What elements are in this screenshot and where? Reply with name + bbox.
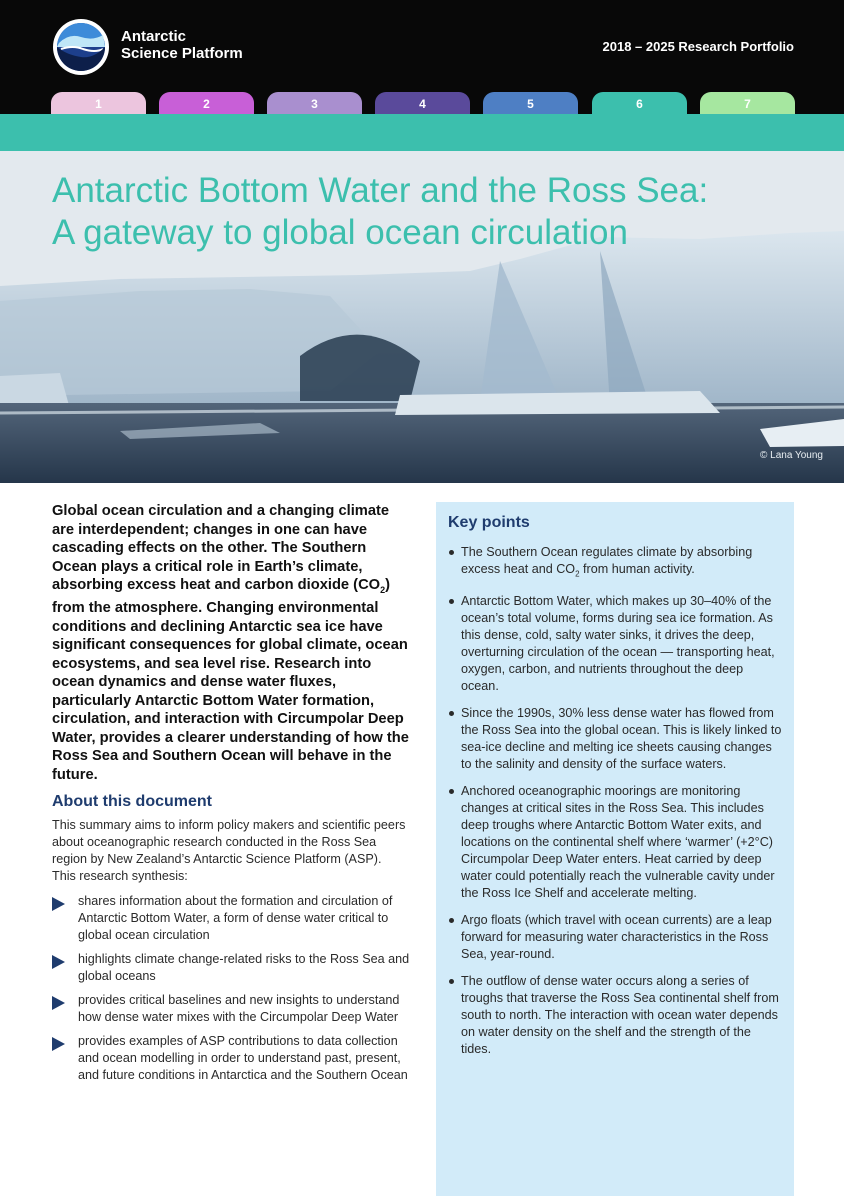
key-points-heading: Key points	[448, 514, 530, 531]
key-points-list	[446, 544, 782, 1068]
section-tabs	[51, 92, 796, 114]
brand-line-1: Antarctic	[121, 28, 187, 45]
list-item	[52, 893, 412, 944]
key-point-text: The outflow of dense water occurs along a series of troughs that traverse the Ross Sea continental shelf from south to north. The interaction with ocean water depends on water density on the shelf and the strength of the tides.	[461, 973, 779, 1056]
list-item	[446, 593, 782, 695]
list-item	[446, 705, 782, 773]
title-line-1: Antarctic Bottom Water and the Ross Sea:	[52, 171, 709, 210]
bullet-dot-icon	[449, 918, 454, 923]
tab-7[interactable]: 7	[700, 92, 795, 116]
tab-4[interactable]: 4	[375, 92, 470, 116]
brand-line-2: Science Platform	[121, 45, 243, 62]
arrow-bullet-icon	[52, 955, 65, 969]
key-point-subscript: 2	[575, 569, 580, 579]
photo-credit: © Lana Young	[760, 450, 823, 461]
list-item	[446, 783, 782, 902]
active-tab-band	[0, 114, 844, 151]
intro-text-before: Global ocean circulation and a changing climate are interdependent; changes in one can have cascading effects on the other. The Southern Ocean plays a critical role in Earth’s climate, absorbing excess heat and carbon dioxide (CO	[52, 503, 390, 593]
portfolio-label: 2018 – 2025 Research Portfolio	[602, 39, 794, 54]
list-item	[446, 544, 782, 583]
key-point-text: Anchored oceanographic moorings are monitoring changes at critical sites in the Ross Sea. This includes deep troughs where Antarctic Bottom Water exits, and locations on the continental shelf where ‘warmer’ (+2°C) Circumpolar Deep Water enters. Heat carried by deep water could potentially reach the vulnerable cavity under the Ross Ice Shelf and accelerate melting.	[461, 783, 775, 900]
title-line-2: A gateway to global ocean circulation	[52, 213, 628, 252]
about-heading: About this document	[52, 793, 212, 810]
tab-1[interactable]: 1	[51, 92, 146, 116]
arrow-bullet-icon	[52, 996, 65, 1010]
list-item	[52, 992, 412, 1026]
tab-2[interactable]: 2	[159, 92, 254, 116]
bullet-dot-icon	[449, 599, 454, 604]
about-bullet-list	[52, 893, 412, 1091]
bullet-dot-icon	[449, 979, 454, 984]
key-point-text: Since the 1990s, 30% less dense water has flowed from the Ross Sea into the global ocean. This is likely linked to sea-ice decline and melting ice sheets causing changes to the salinity and density of the surface waters.	[461, 705, 782, 771]
key-point-text-before: The Southern Ocean regulates climate by absorbing excess heat and CO	[461, 545, 753, 576]
about-text: This summary aims to inform policy makers and scientific peers about oceanographic research conducted in the Ross Sea region by New Zealand’s Antarctic Science Platform (ASP). This research synthesis:	[52, 818, 406, 883]
tab-3[interactable]: 3	[267, 92, 362, 116]
asp-logo-icon	[53, 19, 109, 75]
brand-name	[121, 28, 243, 62]
bullet-dot-icon	[449, 550, 454, 555]
key-point-text: Argo floats (which travel with ocean currents) are a leap forward for measuring water characteristics in the Ross Sea, year-round.	[461, 912, 772, 961]
arrow-bullet-icon	[52, 897, 65, 911]
bullet-text: highlights climate change-related risks to the Ross Sea and global oceans	[78, 952, 410, 983]
bullet-dot-icon	[449, 711, 454, 716]
list-item	[446, 973, 782, 1058]
list-item	[52, 951, 412, 985]
tab-5[interactable]: 5	[483, 92, 578, 116]
page-title	[52, 170, 812, 254]
tab-6[interactable]: 6	[592, 92, 687, 116]
bullet-text: provides critical baselines and new insights to understand how dense water mixes with the Circumpolar Deep Water	[78, 993, 400, 1024]
bullet-dot-icon	[449, 789, 454, 794]
key-point-text-after: from human activity.	[579, 562, 695, 576]
key-point-text: Antarctic Bottom Water, which makes up 30–40% of the ocean’s total volume, forms during sea ice formation. As this dense, cold, salty water sinks, it drives the deep, overturning circulation of the ocean — transporting heat, oxygen, carbon, and nutrients throughout the deep ocean.	[461, 593, 775, 693]
bullet-text: shares information about the formation and circulation of Antarctic Bottom Water, a form of dense water critical to global ocean circulation	[78, 894, 393, 942]
intro-text-after: ) from the atmosphere. Changing environmental conditions and declining Antarctic sea ice have significant consequences for global climate, ocean ecosystems, and sea level rise. Research into ocean dynamics and dense water fluxes, particularly Antarctic Bottom Water formation, circulation, and interaction with Circumpolar Deep Water, provides a clearer understanding of how the Ross Sea and Southern Ocean will behave in the future.	[52, 577, 409, 783]
bullet-text: provides examples of ASP contributions to data collection and ocean modelling in order to understand past, present, and future conditions in Antarctica and the Southern Ocean	[78, 1034, 408, 1082]
intro-subscript: 2	[380, 584, 386, 595]
arrow-bullet-icon	[52, 1037, 65, 1051]
intro-paragraph	[52, 502, 412, 784]
list-item	[52, 1033, 412, 1084]
list-item	[446, 912, 782, 963]
